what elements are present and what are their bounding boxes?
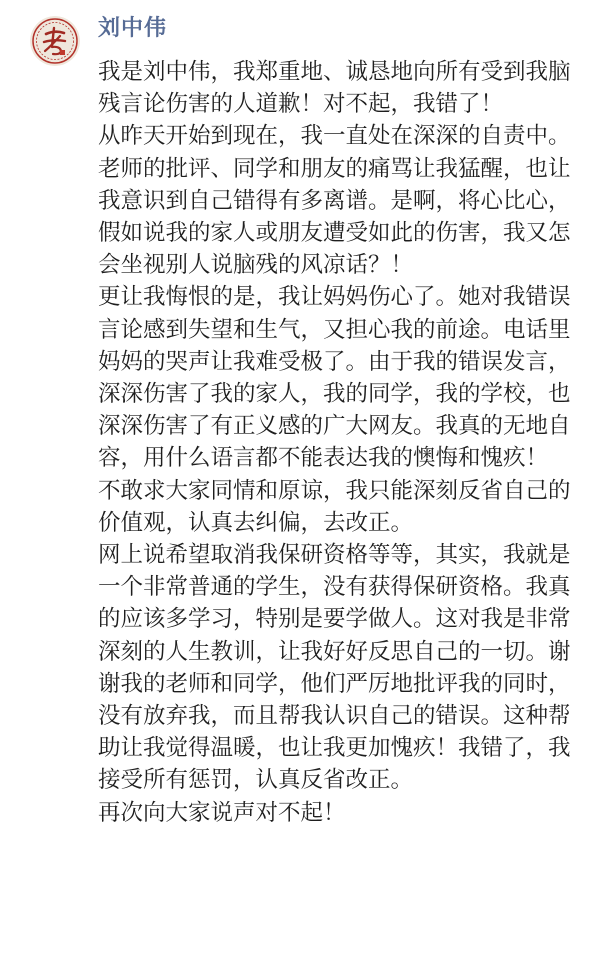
paragraph: 不敢求大家同情和原谅，我只能深刻反省自己的价值观，认真去纠偏，去改正。 (98, 477, 571, 536)
author-name[interactable]: 刘中伟 (98, 16, 168, 41)
paragraph: 再次向大家说声对不起！ (98, 799, 346, 826)
avatar[interactable] (30, 16, 80, 66)
calligraphy-seal-icon (30, 16, 80, 66)
paragraph: 从昨天开始到现在，我一直处在深深的自责中。老师的批评、同学和朋友的痛骂让我猛醒，也让我意识到自己错得有多离谱。是啊，将心比心，假如说我的家人或朋友遭受如此的伤害，我又怎会坐视别人说脑残的风凉话？！ (98, 123, 571, 279)
paragraph: 我是刘中伟，我郑重地、诚恳地向所有受到我脑残言论伤害的人道歉！对不起，我错了！ (98, 59, 571, 118)
post-text (98, 56, 588, 829)
paragraph: 网上说希望取消我保研资格等等，其实，我就是一个非常普通的学生，没有获得保研资格。我真的应该多学习，特别是要学做人。这对我是非常深刻的人生教训，让我好好反思自己的一切。谢谢我的老师和同学，他们严厉地批评我的同时，没有放弃我，而且帮我认识自己的错误。这种帮助让我觉得温暖，也让我更加愧疚！我错了，我接受所有惩罚，认真反省改正。 (98, 542, 571, 794)
paragraph: 更让我悔恨的是，我让妈妈伤心了。她对我错误言论感到失望和生气，又担心我的前途。电话里妈妈的哭声让我难受极了。由于我的错误发言，深深伤害了我的家人，我的同学，我的学校，也深深伤害了有正义感的广大网友。我真的无地自容，用什么语言都不能表达我的懊悔和愧疚！ (98, 284, 571, 472)
